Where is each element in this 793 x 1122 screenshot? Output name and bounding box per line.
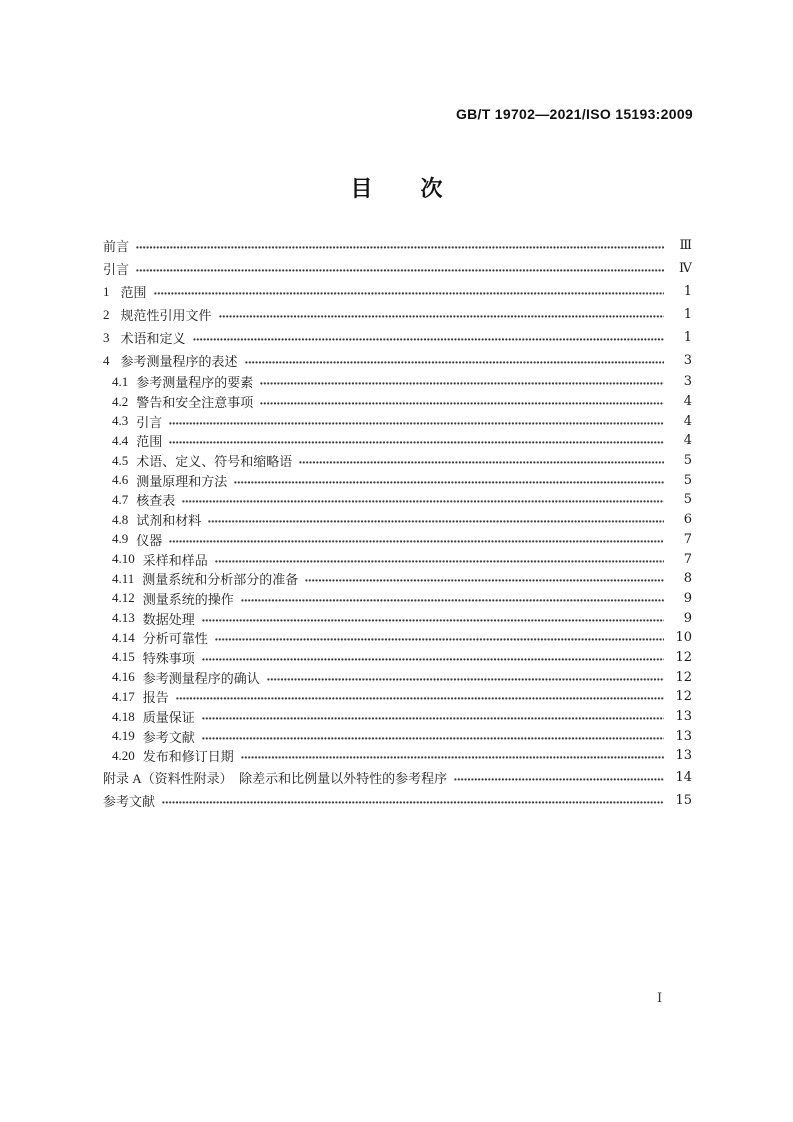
toc-entry — [103, 549, 692, 569]
toc-entry — [103, 726, 692, 746]
toc-entry — [103, 589, 692, 609]
toc-entry — [103, 648, 692, 668]
toc-entry-page: 7 — [683, 531, 692, 547]
toc-entry-page: 9 — [683, 610, 692, 626]
toc-entry-label: 采样和样品 — [142, 552, 208, 568]
toc-entry — [103, 303, 692, 326]
dot-leader — [208, 520, 664, 523]
toc-entry-label: 特殊事项 — [142, 650, 195, 666]
toc-entry-label: 数据处理 — [142, 611, 195, 627]
toc-entry-page: 12 — [675, 669, 692, 685]
dot-leader — [454, 778, 664, 781]
toc-entry-number: 1 — [103, 283, 110, 299]
toc-entry — [103, 392, 692, 412]
toc-entry-label: 参考测量程序的要素 — [136, 375, 254, 391]
toc-entry — [103, 234, 692, 257]
toc-entry-page: 6 — [683, 512, 692, 528]
toc-entry-number: 4.9 — [112, 531, 129, 547]
toc-entry-number: 4.12 — [112, 590, 135, 606]
dot-leader — [136, 246, 664, 249]
toc-entry-number: 4.11 — [112, 570, 135, 586]
toc-entry — [103, 667, 692, 687]
toc-entry — [103, 628, 692, 648]
toc-entry-label: 术语、定义、符号和缩略语 — [136, 454, 293, 470]
toc-entry-label: 核查表 — [136, 493, 176, 509]
dot-leader — [136, 269, 664, 272]
toc-entry-label: 发布和修订日期 — [142, 749, 234, 765]
toc-entry-number: 4.8 — [112, 511, 129, 527]
toc-entry-page: 13 — [675, 709, 692, 725]
dot-leader — [182, 500, 664, 503]
toc-entry-label: 规范性引用文件 — [120, 308, 212, 323]
toc-list — [103, 234, 692, 812]
toc-entry-label: 分析可靠性 — [142, 631, 208, 647]
toc-entry-page: 3 — [683, 374, 692, 390]
toc-entry-number: 2 — [103, 306, 110, 322]
toc-entry — [103, 349, 692, 372]
toc-entry-number: 4.16 — [112, 669, 135, 685]
toc-entry-label: 报告 — [142, 690, 169, 706]
toc-entry — [103, 326, 692, 349]
toc-entry-page: 9 — [683, 590, 692, 606]
toc-entry-label: 仪器 — [136, 532, 163, 548]
toc-entry-page: 5 — [683, 453, 692, 469]
dot-leader — [260, 402, 664, 405]
toc-entry-label: 引言 — [136, 414, 163, 430]
toc-entry-page: 3 — [683, 353, 692, 368]
toc-entry — [103, 372, 692, 392]
toc-entry — [103, 707, 692, 727]
toc-entry-number: 4.13 — [112, 610, 135, 626]
toc-entry — [103, 789, 692, 812]
toc-entry-number: 4.14 — [112, 629, 135, 645]
toc-entry-page: 4 — [683, 433, 692, 449]
toc-entry-label: 参考测量程序的确认 — [142, 670, 260, 686]
toc-entry-number: 4.7 — [112, 491, 129, 507]
toc-entry-number: 3 — [103, 329, 110, 345]
dot-leader — [219, 315, 664, 318]
toc-entry-page: 7 — [683, 551, 692, 567]
dot-leader — [267, 678, 664, 681]
toc-entry-page: 12 — [675, 649, 692, 665]
toc-entry-number: 4.3 — [112, 413, 129, 429]
toc-entry-label: 范围 — [136, 434, 163, 450]
toc-entry-label: 参考文献 — [142, 729, 195, 745]
toc-entry-label: 试剂和材料 — [136, 513, 202, 529]
toc-entry — [103, 280, 692, 303]
toc-entry-page: 5 — [683, 472, 692, 488]
toc-entry-number: 4.15 — [112, 649, 135, 665]
toc-entry — [103, 490, 692, 510]
toc-entry-label: 参考测量程序的表述 — [120, 354, 238, 369]
toc-entry — [103, 451, 692, 471]
dot-leader — [154, 292, 664, 295]
toc-entry-page: 1 — [683, 284, 692, 299]
toc-entry-number: 4.2 — [112, 393, 129, 409]
toc-entry-page: 10 — [675, 630, 692, 646]
toc-entry-page: 13 — [675, 748, 692, 764]
toc-entry — [103, 569, 692, 589]
dot-leader — [202, 619, 664, 622]
toc-entry-label: 术语和定义 — [120, 331, 186, 346]
standard-code-header: GB/T 19702—2021/ISO 15193:2009 — [455, 106, 693, 122]
toc-entry-page: Ⅲ — [679, 238, 692, 253]
toc-entry-page: 4 — [683, 413, 692, 429]
toc-entry-page: 8 — [683, 571, 692, 587]
dot-leader — [162, 801, 664, 804]
dot-leader — [202, 737, 664, 740]
toc-entry-page: 13 — [675, 728, 692, 744]
toc-entry — [103, 766, 692, 789]
dot-leader — [169, 422, 664, 425]
page-title: 目 次 — [350, 176, 456, 201]
toc-entry-page: 1 — [683, 330, 692, 345]
toc-entry-number: 4.10 — [112, 551, 135, 567]
toc-entry-label: 范围 — [120, 285, 147, 300]
toc-entry-page: Ⅳ — [679, 261, 692, 276]
toc-entry — [103, 411, 692, 431]
toc-entry-page: 5 — [683, 492, 692, 508]
toc-entry-page: 15 — [675, 792, 692, 808]
toc-entry-number: 4.18 — [112, 708, 135, 724]
toc-entry-page: 14 — [675, 769, 692, 785]
toc-entry — [103, 257, 692, 280]
toc-entry — [103, 431, 692, 451]
toc-entry — [103, 608, 692, 628]
dot-leader — [241, 756, 664, 759]
toc-entry-number: 4.19 — [112, 728, 135, 744]
toc-entry-page: 12 — [675, 689, 692, 705]
dot-leader — [305, 579, 664, 582]
toc-entry — [103, 470, 692, 490]
dot-leader — [299, 461, 664, 464]
toc-entry — [103, 687, 692, 707]
dot-leader — [176, 697, 664, 700]
toc-entry — [103, 530, 692, 550]
toc-entry-label: 警告和安全注意事项 — [136, 395, 254, 411]
footer-page-number: Ⅰ — [657, 991, 663, 1006]
toc-entry-number: 4.20 — [112, 747, 135, 763]
dot-leader — [202, 717, 664, 720]
dot-leader — [234, 481, 664, 484]
dot-leader — [169, 441, 664, 444]
toc-entry-label: 引言 — [103, 262, 130, 277]
toc-entry-number: 4 — [103, 352, 110, 368]
toc-entry-page: 1 — [683, 307, 692, 322]
toc-entry-page: 4 — [683, 394, 692, 410]
dot-leader — [241, 599, 664, 602]
dot-leader — [245, 361, 664, 364]
toc-entry-label: 前言 — [103, 239, 130, 254]
toc-entry-label: 附录 A（资料性附录） 除差示和比例量以外特性的参考程序 — [103, 770, 448, 786]
toc-entry-number: 4.4 — [112, 432, 129, 448]
dot-leader — [260, 382, 664, 385]
dot-leader — [215, 638, 664, 641]
toc-entry — [103, 746, 692, 766]
toc-entry-number: 4.5 — [112, 452, 129, 468]
dot-leader — [215, 560, 664, 563]
toc-entry-label: 参考文献 — [103, 793, 156, 809]
toc-entry-label: 测量原理和方法 — [136, 473, 228, 489]
toc-entry-label: 质量保证 — [142, 710, 195, 726]
toc-entry-number: 4.17 — [112, 688, 135, 704]
dot-leader — [202, 658, 664, 661]
dot-leader — [169, 540, 664, 543]
toc-entry-label: 测量系统和分析部分的准备 — [142, 572, 299, 588]
toc-entry — [103, 510, 692, 530]
toc-entry-label: 测量系统的操作 — [142, 591, 234, 607]
toc-entry-number: 4.1 — [112, 373, 129, 389]
toc-entry-number: 4.6 — [112, 472, 129, 488]
dot-leader — [193, 338, 664, 341]
